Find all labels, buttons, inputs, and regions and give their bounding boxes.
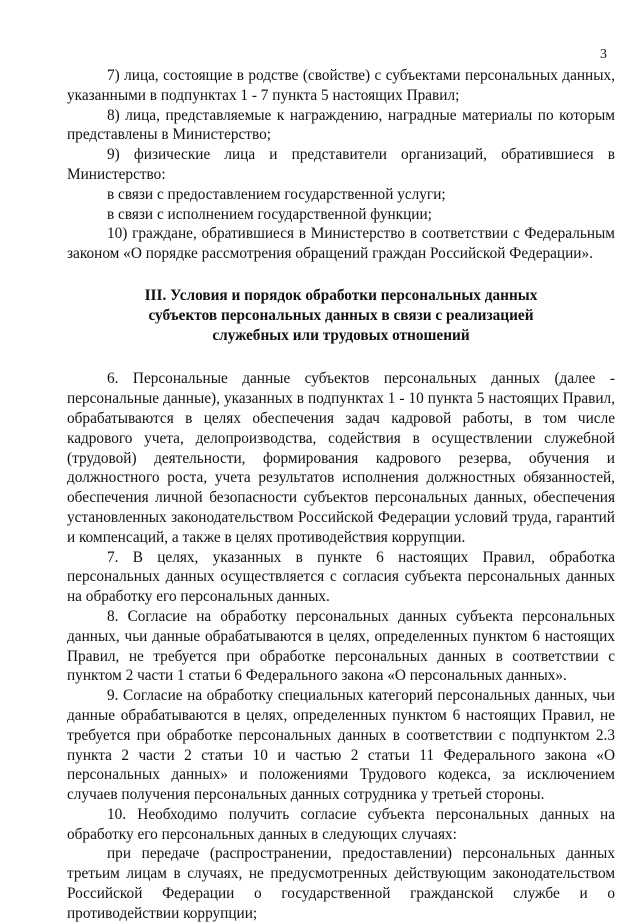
paragraph-clause-10: 10. Необходимо получить согласие субъекта персональных данных на обработку его персональных данных в следующих случаях: (67, 805, 615, 843)
document-body (67, 66, 615, 924)
paragraph-item-7: 7) лица, состоящие в родстве (свойстве) с субъектами персональных данных, указанными в подпунктах 1 - 7 пункта 5 настоящих Правил; (67, 67, 615, 104)
paragraph-item-10: 10) граждане, обратившиеся в Министерство в соответствии с Федеральным законом «О порядке рассмотрения обращений граждан Российской Федерации». (67, 225, 615, 263)
paragraph-clause-7: 7. В целях, указанных в пункте 6 настоящих Правил, обработка персональных данных осуществляется с согласия субъекта персональных данных на обработку его персональных данных. (67, 548, 615, 606)
section-heading-line-2: субъектов персональных данных в связи с реализацией (148, 306, 534, 324)
paragraph-clause-8: 8. Согласие на обработку персональных данных субъекта персональных данных, чьи данные обрабатываются в целях, определенных пунктом 6 настоящих Правил, не требуется при обработке персональных данных в соответствии с пунктом 2 части 1 статьи 6 Федерального закона «О персональных данных». (67, 607, 615, 685)
page-number: 3 (600, 47, 607, 62)
paragraph-item-9-service: в связи с предоставлением государственной услуги; (107, 185, 446, 203)
paragraph-clause-9: 9. Согласие на обработку специальных категорий персональных данных, чьи данные обрабатываются в целях, определенных пунктом 6 настоящих Правил, не требуется при обработке персональных данных в соответствии с подпунктом 2.3 пункта 2 части 2 статьи 10 и частью 2 статьи 11 Федерального закона «О персональных данных» и положениями Трудового кодекса, за исключением случаев получения персональных данных сотрудника у третьей стороны. (67, 687, 615, 804)
paragraph-clause-6: 6. Персональные данные субъектов персональных данных (далее - персональные данные), указанных в подпунктах 1 - 10 пункта 5 настоящих Правил, обрабатываются в целях обеспечения задач кадровой работы, в том числе кадрового учета, делопроизводства, содействия в осуществлении служебной (трудовой) деятельности, формирования кадрового резерва, обучения и должностного роста, учета результатов исполнения должностных обязанностей, обеспечения личной безопасности субъектов персональных данных, обеспечения установленных законодательством Российской Федерации условий труда, гарантий и компенсаций, а также в целях противодействия коррупции. (67, 370, 615, 546)
paragraph-item-9-function: в связи с исполнением государственной функции; (107, 205, 432, 223)
section-heading (67, 286, 615, 345)
paragraph-item-9: 9) физические лица и представители организаций, обратившиеся в Министерство: (67, 146, 615, 183)
paragraph-item-8: 8) лица, представляемые к награждению, наградные материалы по которым представлены в Министерство; (67, 106, 615, 144)
section-heading-line-3: служебных или трудовых отношений (212, 326, 470, 344)
section-heading-line-1: III. Условия и порядок обработки персональных данных (144, 286, 538, 304)
paragraph-clause-10-transfer: при передаче (распространении, предоставлении) персональных данных третьим лицам в случаях, не предусмотренных действующим законодательством Российской Федерации о государственной гражданской службе и о противодействии коррупции; (67, 845, 615, 922)
